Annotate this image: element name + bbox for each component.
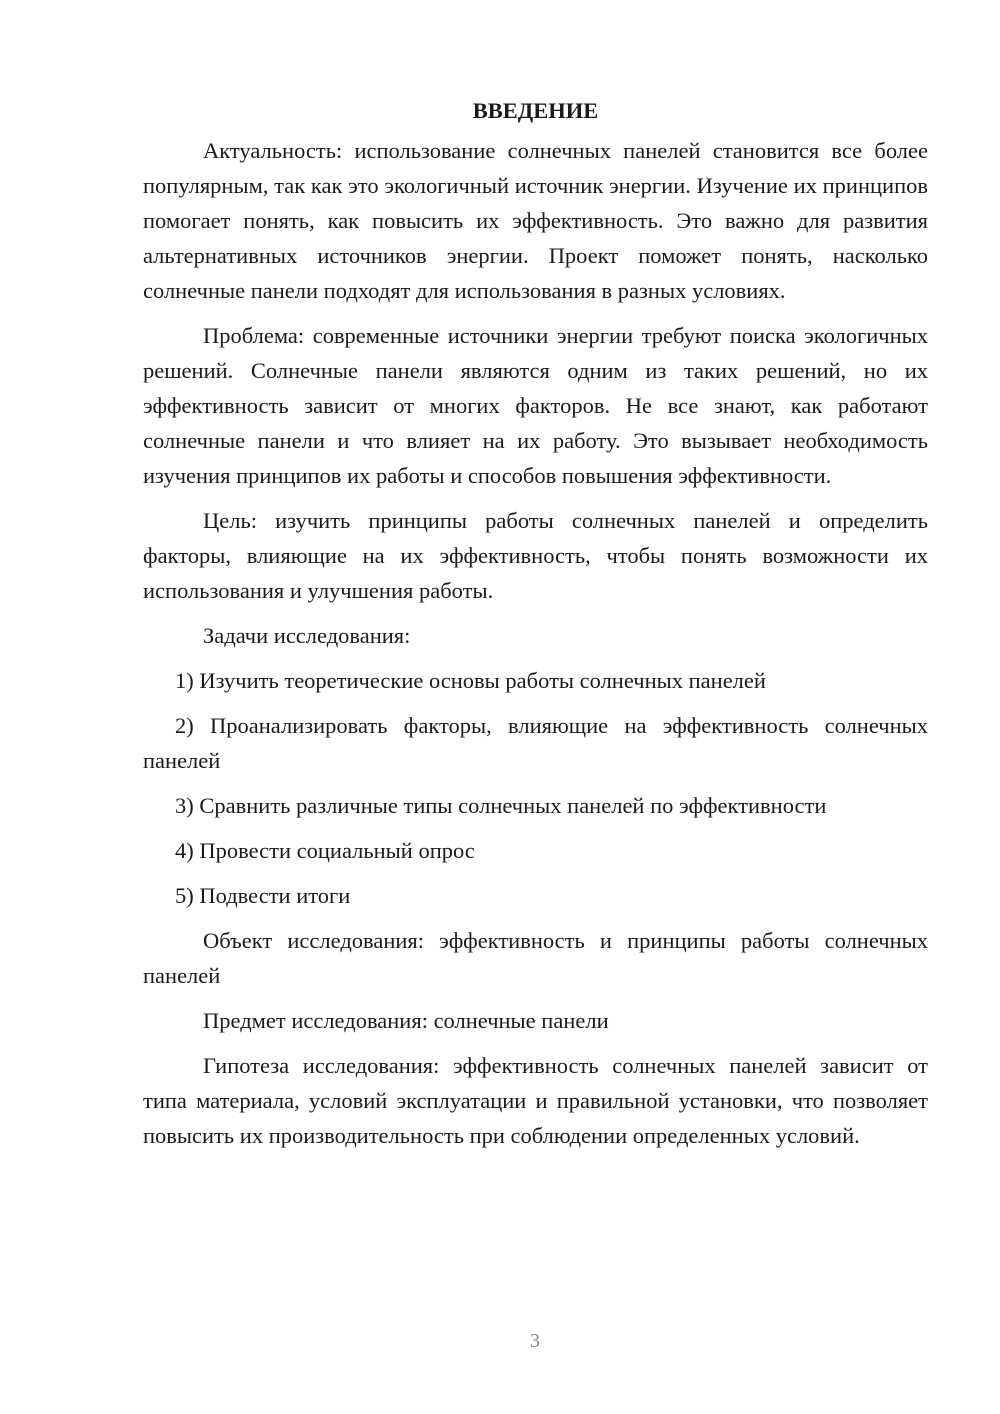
task-item-4: 4) Провести социальный опрос xyxy=(175,838,475,863)
tasks-heading: Задачи исследования: xyxy=(203,623,411,648)
task-item-1: 1) Изучить теоретические основы работы солнечных панелей xyxy=(175,668,766,693)
page-number: 3 xyxy=(530,1330,540,1352)
relevance-paragraph: Актуальность: использование солнечных панелей становится все более популярным, так как это экологичный источник энергии. Изучение их принципов помогает понять, как повысить их эффективность. Это важно для развития альтернативных источников энергии. Проект поможет понять, насколько солнечные панели подходят для использования в разных условиях. xyxy=(143,138,928,303)
problem-paragraph: Проблема: современные источники энергии требуют поиска экологичных решений. Солнечные панели являются одним из таких решений, но их эффективность зависит от многих факторов. Не все знают, как работают солнечные панели и что влияет на их работу. Это вызывает необходимость изучения принципов их работы и способов повышения эффективности. xyxy=(143,323,928,488)
object-paragraph: Объект исследования: эффективность и принципы работы солнечных панелей xyxy=(143,928,928,988)
subject-paragraph: Предмет исследования: солнечные панели xyxy=(203,1008,609,1033)
page-title: ВВЕДЕНИЕ xyxy=(472,98,599,123)
task-item-3: 3) Сравнить различные типы солнечных панелей по эффективности xyxy=(175,793,827,818)
hypothesis-paragraph: Гипотеза исследования: эффективность солнечных панелей зависит от типа материала, условий эксплуатации и правильной установки, что позволяет повысить их производительность при соблюдении определенных условий. xyxy=(143,1053,928,1148)
task-item-5: 5) Подвести итоги xyxy=(175,883,351,908)
goal-paragraph: Цель: изучить принципы работы солнечных панелей и определить факторы, влияющие на их эффективность, чтобы понять возможности их использования и улучшения работы. xyxy=(143,508,928,603)
task-item-2: 2) Проанализировать факторы, влияющие на эффективность солнечных панелей xyxy=(143,713,928,773)
document-page xyxy=(143,92,928,1163)
